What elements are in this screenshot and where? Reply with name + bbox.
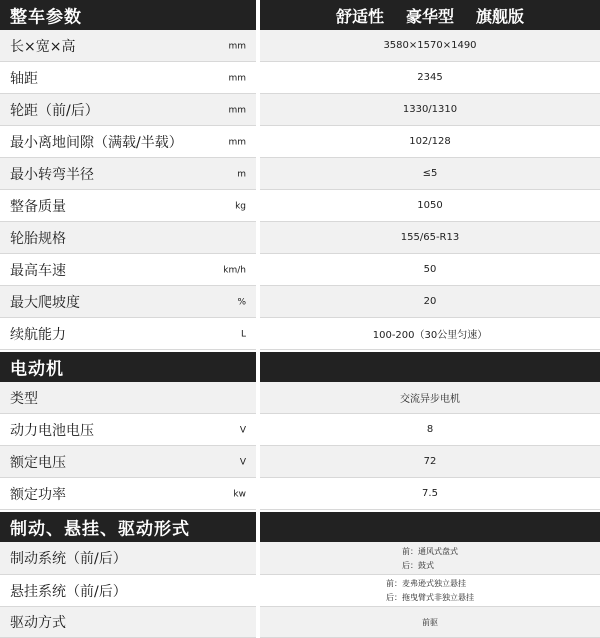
- variant-flagship: 旗舰版: [476, 6, 525, 26]
- spec-label: 驱动方式: [10, 615, 66, 631]
- spec-row: [0, 382, 600, 414]
- spec-row: [0, 222, 600, 254]
- spec-label: 动力电池电压: [10, 422, 94, 439]
- spec-row: [0, 446, 600, 478]
- variant-luxury: 豪华型: [405, 6, 454, 26]
- spec-label: 最小转弯半径: [10, 166, 94, 183]
- spec-unit: %: [237, 297, 246, 307]
- spec-row: [0, 575, 600, 607]
- spec-row: [0, 30, 600, 62]
- spec-value-line: 前：通风式盘式: [402, 546, 458, 556]
- spec-unit: mm: [228, 73, 246, 83]
- spec-label: 轴距: [10, 70, 38, 87]
- spec-label: 制动系统（前/后）: [10, 551, 127, 567]
- spec-unit: L: [240, 329, 246, 339]
- spec-label: 轮胎规格: [10, 230, 66, 247]
- spec-value: ≤5: [422, 168, 438, 179]
- spec-value-line: 后：拖曳臂式非独立悬挂: [386, 593, 474, 602]
- spec-value: [402, 546, 458, 571]
- spec-unit: V: [239, 457, 246, 467]
- spec-unit: kw: [233, 489, 246, 499]
- spec-value: 72: [423, 456, 437, 467]
- spec-value: [386, 578, 474, 603]
- spec-row: [0, 414, 600, 446]
- spec-unit: mm: [228, 41, 246, 51]
- spec-unit: m: [237, 169, 246, 179]
- spec-value: 2345: [417, 72, 443, 83]
- spec-value: 1330/1310: [402, 104, 458, 115]
- section-header-motor: [0, 352, 600, 382]
- spec-label: 整备质量: [10, 198, 66, 215]
- spec-row: [0, 542, 600, 575]
- spec-label: 类型: [10, 390, 38, 407]
- spec-row: [0, 286, 600, 318]
- spec-row: [0, 478, 600, 510]
- spec-value: 102/128: [409, 136, 451, 147]
- spec-row: [0, 318, 600, 350]
- spec-value: 155/65-R13: [400, 232, 460, 243]
- section-title: 整车参数: [10, 7, 82, 28]
- spec-value: 100-200（30公里匀速）: [372, 330, 488, 341]
- variant-comfort: 舒适性: [335, 6, 384, 26]
- spec-value: 8: [426, 424, 434, 435]
- spec-value: 3580×1570×1490: [383, 40, 477, 51]
- spec-label: 最大爬坡度: [10, 294, 80, 311]
- spec-unit: mm: [228, 105, 246, 115]
- spec-unit: km/h: [223, 265, 246, 275]
- spec-unit: mm: [228, 137, 246, 147]
- spec-row: [0, 607, 600, 638]
- spec-value: 20: [423, 296, 437, 307]
- variant-names: [336, 4, 524, 27]
- spec-value: 交流异步电机: [400, 394, 460, 405]
- spec-row: [0, 254, 600, 286]
- spec-row: [0, 62, 600, 94]
- spec-value-line: 后：鼓式: [402, 560, 434, 570]
- spec-value: 前驱: [422, 617, 438, 627]
- section-title: 制动、悬挂、驱动形式: [10, 519, 190, 540]
- spec-row: [0, 126, 600, 158]
- spec-value-line: 前：麦弗逊式独立悬挂: [386, 579, 466, 588]
- spec-label: 最小离地间隙（满载/半载）: [10, 134, 183, 151]
- spec-label: 续航能力: [10, 326, 66, 343]
- spec-row: [0, 158, 600, 190]
- section-header-chassis: [0, 512, 600, 542]
- spec-label: 长×宽×高: [10, 38, 76, 55]
- spec-label: 最高车速: [10, 262, 66, 279]
- spec-row: [0, 190, 600, 222]
- spec-value: 7.5: [422, 488, 438, 499]
- spec-unit: kg: [235, 201, 246, 211]
- spec-value: 1050: [417, 200, 443, 211]
- section-title: 电动机: [10, 359, 64, 380]
- spec-label: 额定功率: [10, 486, 66, 503]
- spec-value: 50: [423, 264, 437, 275]
- section-header-vehicle: [0, 0, 600, 30]
- spec-row: [0, 94, 600, 126]
- spec-label: 悬挂系统（前/后）: [10, 583, 127, 600]
- spec-unit: V: [239, 425, 246, 435]
- spec-label: 轮距（前/后）: [10, 102, 99, 119]
- spec-label: 额定电压: [10, 454, 66, 471]
